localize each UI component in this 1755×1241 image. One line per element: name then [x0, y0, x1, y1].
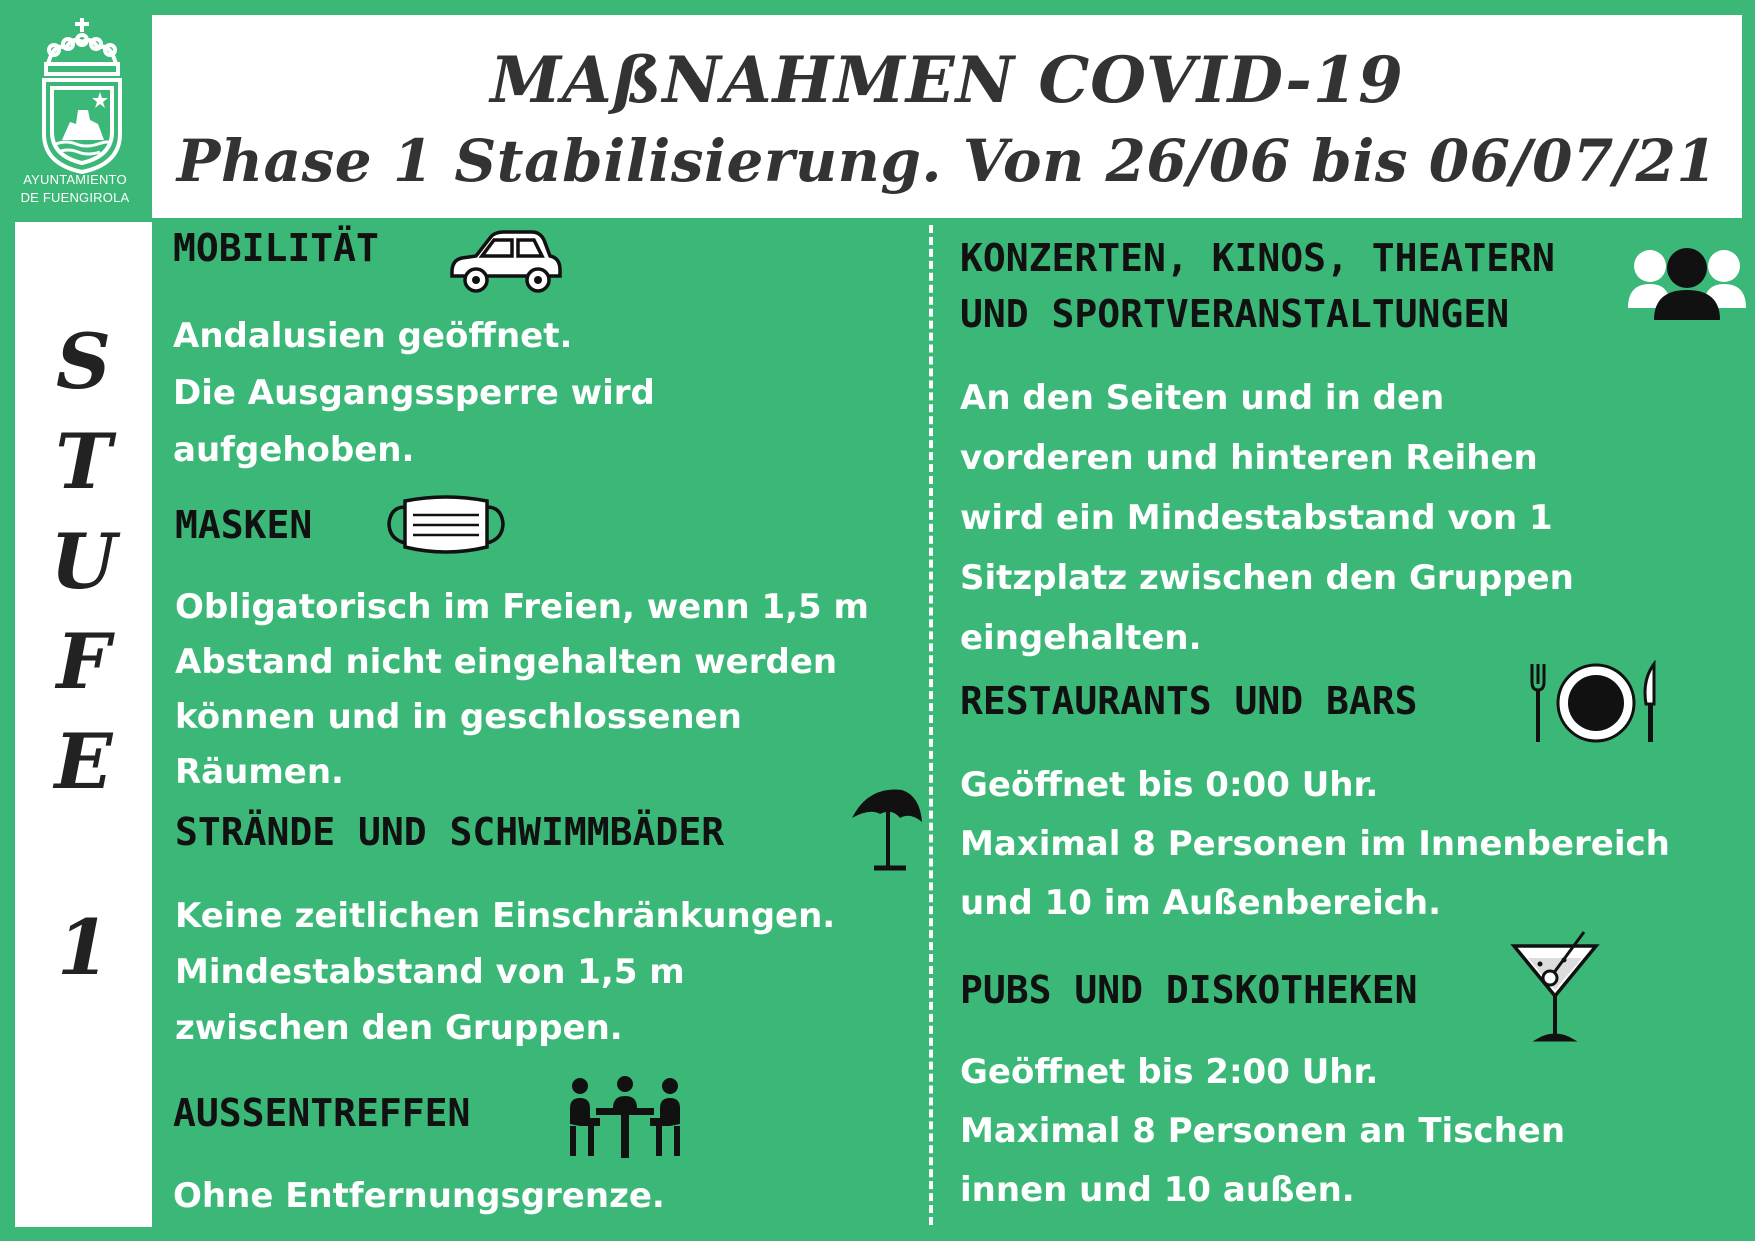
body-line: Maximal 8 Personen an Tischen: [960, 1111, 1566, 1151]
body-line: innen und 10 außen.: [960, 1170, 1355, 1210]
page-subtitle: Phase 1 Stabilisierung. Von 26/06 bis 06/07/21: [176, 127, 1718, 195]
section-heading: PUBS UND DISKOTHEKEN: [960, 968, 1418, 1012]
section-body: [175, 888, 835, 1056]
section-heading-line2: UND SPORTVERANSTALTUNGEN: [960, 292, 1510, 336]
section-body: [175, 580, 869, 800]
body-line: zwischen den Gruppen.: [175, 1008, 623, 1048]
body-line: können und in geschlossenen: [175, 697, 742, 737]
header-banner: [152, 15, 1742, 218]
page-title: MAßNAHMEN COVID-19: [490, 43, 1404, 118]
body-line: Die Ausgangssperre wird: [173, 373, 655, 413]
level-panel: [15, 222, 152, 1227]
body-line: Maximal 8 Personen im Innenbereich: [960, 824, 1670, 864]
body-line: vorderen und hinteren Reihen: [960, 438, 1538, 478]
body-line: aufgehoben.: [173, 430, 415, 470]
body-line: Sitzplatz zwischen den Gruppen: [960, 558, 1574, 598]
column-divider: [929, 225, 933, 1225]
face-mask-icon: [383, 493, 509, 557]
section-heading: MOBILITÄT: [173, 226, 379, 270]
body-line: Abstand nicht eingehalten werden: [175, 642, 838, 682]
beach-umbrella-icon: [848, 782, 924, 876]
body-line: Ohne Entfernungsgrenze.: [173, 1176, 665, 1216]
body-line: Obligatorisch im Freien, wenn 1,5 m: [175, 587, 869, 627]
body-line: An den Seiten und in den: [960, 378, 1445, 418]
meeting-table-icon: [566, 1074, 684, 1160]
body-line: wird ein Mindestabstand von 1: [960, 498, 1553, 538]
body-line: Geöffnet bis 2:00 Uhr.: [960, 1052, 1379, 1092]
audience-icon: [1628, 242, 1746, 320]
section-body: [173, 308, 655, 479]
body-line: und 10 im Außenbereich.: [960, 883, 1442, 923]
section-heading: STRÄNDE UND SCHWIMMBÄDER: [175, 810, 725, 854]
section-heading-line1: KONZERTEN, KINOS, THEATERN: [960, 236, 1555, 280]
level-letter: S: [56, 317, 111, 406]
level-letter: E: [54, 717, 113, 806]
body-line: Räumen.: [175, 752, 344, 792]
logo-text-line1: AYUNTAMIENTO: [23, 172, 127, 187]
body-line: Andalusien geöffnet.: [173, 316, 573, 356]
body-line: Mindestabstand von 1,5 m: [175, 952, 685, 992]
logo-text-line2: DE FUENGIROLA: [20, 190, 130, 205]
section-heading: MASKEN: [175, 503, 313, 547]
body-line: eingehalten.: [960, 618, 1202, 658]
section-heading: AUSSENTREFFEN: [173, 1091, 471, 1135]
level-letter: T: [55, 417, 112, 506]
level-letter: F: [56, 617, 111, 706]
section-body: [960, 756, 1670, 933]
section-heading: RESTAURANTS UND BARS: [960, 679, 1418, 723]
level-letter: U: [50, 517, 117, 606]
car-icon: [446, 226, 566, 298]
plate-cutlery-icon: [1528, 660, 1664, 746]
section-body: [173, 1168, 665, 1224]
body-line: Keine zeitlichen Einschränkungen.: [175, 896, 836, 936]
cocktail-icon: [1510, 930, 1600, 1044]
body-line: Geöffnet bis 0:00 Uhr.: [960, 765, 1379, 805]
section-body: [960, 1043, 1565, 1220]
section-body: [960, 368, 1574, 668]
level-number: 1: [57, 903, 110, 992]
